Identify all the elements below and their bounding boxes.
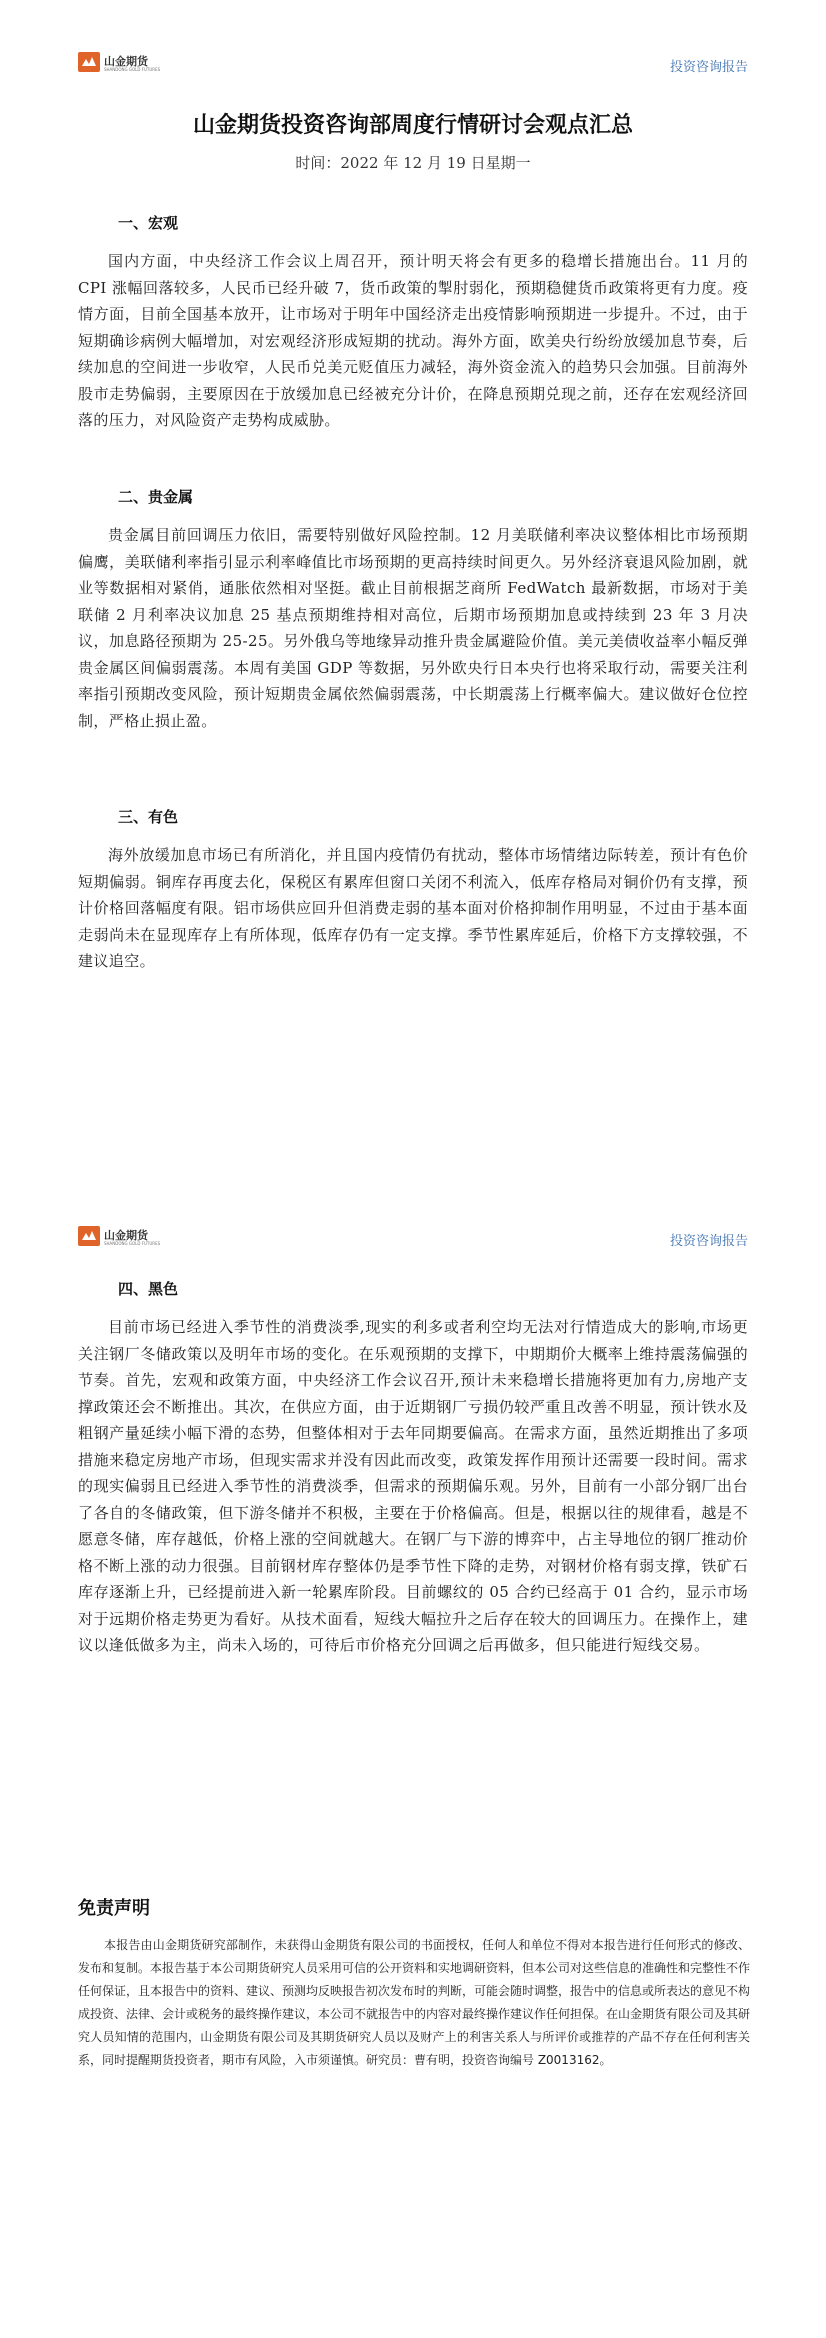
section-body-macro: 国内方面，中央经济工作会议上周召开，预计明天将会有更多的稳增长措施出台。11 月的 CPI 涨幅回落较多，人民币已经升破 7，货币政策的掣肘弱化，预期稳健货币政策将更有力度。疫情方面，目前全国基本放开，让市场对于明年中国经济走出疫情影响预期进一步提升。不过，由于短期确诊病例大幅增加，对宏观经济形成短期的扰动。海外方面，欧美央行纷纷放缓加息节奏，后续加息的空间进一步收窄，人民币兑美元贬值压力减轻，海外资金流入的趋势只会加强。目前海外股市走势偏弱，主要原因在于放缓加息已经被充分计价，在降息预期兑现之前，还存在宏观经济回落的压力，对风险资产走势构成威胁。	[78, 252, 748, 429]
page-header	[78, 48, 748, 78]
section-heading-macro: 一、宏观	[118, 214, 179, 232]
section-heading-ferrous: 四、黑色	[118, 1280, 179, 1298]
section-heading-nonferrous: 三、有色	[118, 808, 179, 826]
section-body-precious-metals: 贵金属目前回调压力依旧，需要特别做好风险控制。12 月美联储利率决议整体相比市场预期偏鹰，美联储利率指引显示利率峰值比市场预期的更高持续时间更久。另外经济衰退风险加剧，就业等数据相对紧俏，通胀依然相对坚挺。截止目前根据芝商所 FedWatch 最新数据，市场对于美联储 2 月利率决议加息 25 基点预期维持相对高位，后期市场预期加息或持续到 23 年 3 月决议，加息路径预期为 25-25。另外俄乌等地缘异动推升贵金属避险价值。美元美债收益率小幅反弹贵金属区间偏弱震荡。本周有美国 GDP 等数据，另外欧央行日本央行也将采取行动，需要关注利率指引预期改变风险，预计短期贵金属依然偏弱震荡，中长期震荡上行概率偏大。建议做好仓位控制，严格止损止盈。	[78, 526, 748, 730]
logo-text: 山金期货	[104, 1229, 148, 1242]
section-heading-precious-metals: 二、贵金属	[118, 488, 194, 506]
disclaimer-body: 本报告由山金期货研究部制作，未获得山金期货有限公司的书面授权，任何人和单位不得对本报告进行任何形式的修改、发布和复制。本报告基于本公司期货研究人员采用可信的公开资料和实地调研资料，但本公司对这些信息的准确性和完整性不作任何保证，且本报告中的资料、建议、预测均反映报告初次发布时的判断，可能会随时调整，报告中的信息或所表达的意见不构成投资、法律、会计或税务的最终操作建议，本公司不就报告中的内容对最终操作建议作任何担保。在山金期货有限公司及其研究人员知情的范围内，山金期货有限公司及其期货研究人员以及财产上的利害关系人与所评价或推荐的产品不存在任何利害关系，同时提醒期货投资者，期市有风险，入市须谨慎。研究员：曹有明，投资咨询编号 Z0013162。	[78, 1938, 751, 2067]
document-date: 时间：2022 年 12 月 19 日星期一	[295, 154, 531, 172]
page-header-2	[78, 1222, 748, 1252]
section-body-nonferrous: 海外放缓加息市场已有所消化，并且国内疫情仍有扰动，整体市场情绪边际转差，预计有色价短期偏弱。铜库存再度去化，保税区有累库但窗口关闭不利流入，低库存格局对铜价仍有支撑，预计价格回落幅度有限。铝市场供应回升但消费走弱的基本面对价格抑制作用明显，不过由于基本面走弱尚未在显现库存上有所体现，低库存仍有一定支撑。季节性累库延后，价格下方支撑较强，不建议追空。	[78, 846, 748, 970]
section-body-ferrous: 目前市场已经进入季节性的消费淡季,现实的利多或者利空均无法对行情造成大的影响,市场更关注钢厂冬储政策以及明年市场的变化。在乐观预期的支撑下，中期期价大概率上维持震荡偏强的节奏。首先，宏观和政策方面，中央经济工作会议召开,预计未来稳增长措施将更加有力,房地产支撑政策还会不断推出。其次，在供应方面，由于近期钢厂亏损仍较严重且改善不明显，预计铁水及粗钢产量延续小幅下滑的态势，但整体相对于去年同期要偏高。在需求方面，虽然近期推出了多项措施来稳定房地产市场，但现实需求并没有因此而改变，政策发挥作用预计还需要一段时间。需求的现实偏弱且已经进入季节性的消费淡季，但需求的预期偏乐观。另外，目前有一小部分钢厂出台了各自的冬储政策，但下游冬储并不积极，主要在于价格偏高。但是，根据以往的规律看，越是不愿意冬储，库存越低，价格上涨的空间就越大。在钢厂与下游的博弈中，占主导地位的钢厂推动价格不断上涨的动力很强。目前钢材库存整体仍是季节性下降的走势，对钢材价格有弱支撑，铁矿石库存逐渐上升，已经提前进入新一轮累库阶段。目前螺纹的 05 合约已经高于 01 合约，显示市场对于远期价格走势更为看好。从技术面看，短线大幅拉升之后存在较大的回调压力。在操作上，建议以逢低做多为主，尚未入场的，可待后市价格充分回调之后再做多，但只能进行短线交易。	[78, 1318, 748, 1654]
logo-mark-icon	[78, 52, 100, 72]
logo-subtext: SHANDONG GOLD FUTURES	[104, 67, 161, 72]
logo-subtext: SHANDONG GOLD FUTURES	[104, 1241, 161, 1246]
report-type-label: 投资咨询报告	[669, 60, 748, 75]
logo-mark-icon	[78, 1226, 100, 1246]
report-type-label: 投资咨询报告	[669, 1234, 748, 1249]
document-title: 山金期货投资咨询部周度行情研讨会观点汇总	[192, 113, 633, 138]
disclaimer-heading: 免责声明	[78, 1898, 150, 1919]
logo-text: 山金期货	[104, 55, 148, 68]
company-logo	[78, 50, 166, 76]
company-logo-2	[78, 1224, 166, 1250]
